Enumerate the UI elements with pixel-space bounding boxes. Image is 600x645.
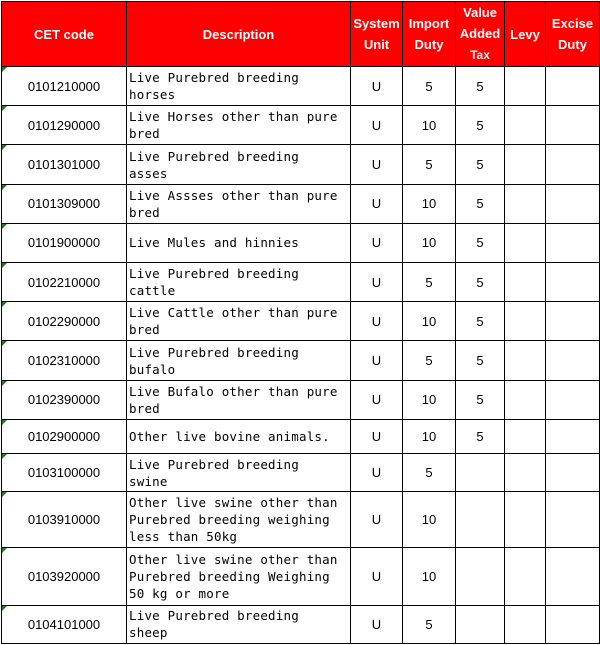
cell-levy [505, 380, 546, 419]
description-line: Live Horses other than pure [129, 109, 338, 125]
cell-cet-code: 0102390000 [2, 380, 127, 419]
cell-levy [505, 605, 546, 643]
cell-levy [505, 454, 546, 492]
cell-vat: 5 [456, 184, 505, 223]
cell-levy [505, 145, 546, 184]
description-line: Purebred breeding Weighing [129, 569, 330, 585]
cell-system-unit: U [351, 302, 403, 341]
description-line: Other live swine other than [129, 495, 338, 511]
cell-system-unit: U [351, 341, 403, 380]
cell-cet-code: 0103100000 [2, 454, 127, 492]
cell-excise-duty [546, 106, 600, 145]
cell-vat: 5 [456, 380, 505, 419]
cell-levy [505, 263, 546, 302]
table-row [2, 380, 600, 419]
cell-description [127, 548, 351, 605]
header-system-unit [351, 2, 403, 67]
header-excise-line1: Excise [551, 16, 594, 31]
cell-levy [505, 492, 546, 548]
cell-cet-code: 0102900000 [2, 419, 127, 453]
cell-excise-duty [546, 223, 600, 262]
description-line: Other live bovine animals. [129, 428, 330, 444]
description-line: Other live swine other than [129, 552, 338, 568]
cell-vat [456, 492, 505, 548]
cell-cet-code: 0101210000 [2, 67, 127, 106]
description-line: Purebred breeding weighing [129, 512, 330, 528]
cell-vat: 5 [456, 145, 505, 184]
cell-description [127, 605, 351, 643]
cell-description [127, 106, 351, 145]
header-description: Description [127, 2, 351, 67]
cell-description [127, 454, 351, 492]
description-line: Live Assses other than pure [129, 187, 338, 203]
table-row [2, 302, 600, 341]
header-row [2, 2, 600, 67]
cell-cet-code: 0104101000 [2, 605, 127, 643]
cell-description [127, 341, 351, 380]
cell-import-duty: 10 [403, 302, 456, 341]
cell-vat [456, 454, 505, 492]
cell-import-duty: 10 [403, 223, 456, 262]
cell-vat: 5 [456, 67, 505, 106]
description-line: bred [129, 204, 160, 220]
cell-excise-duty [546, 67, 600, 106]
cell-excise-duty [546, 605, 600, 643]
cell-system-unit: U [351, 548, 403, 605]
description-line: cattle [129, 283, 176, 299]
cell-vat [456, 548, 505, 605]
cell-system-unit: U [351, 223, 403, 262]
table-row [2, 492, 600, 548]
cell-description [127, 302, 351, 341]
description-line: bred [129, 400, 160, 416]
table-row [2, 548, 600, 605]
description-line: bred [129, 126, 160, 142]
cell-vat: 5 [456, 223, 505, 262]
cell-description [127, 380, 351, 419]
cell-import-duty: 10 [403, 184, 456, 223]
table-row [2, 106, 600, 145]
tariff-table [1, 1, 600, 644]
description-line: Live Purebred breeding [129, 148, 299, 164]
table-row [2, 145, 600, 184]
description-line: Live Purebred breeding [129, 344, 299, 360]
cell-excise-duty [546, 145, 600, 184]
cell-system-unit: U [351, 454, 403, 492]
cell-description [127, 492, 351, 548]
cell-excise-duty [546, 302, 600, 341]
cell-import-duty: 10 [403, 492, 456, 548]
cell-vat: 5 [456, 302, 505, 341]
table-row [2, 605, 600, 643]
header-import-duty [403, 2, 456, 67]
cell-import-duty: 10 [403, 380, 456, 419]
cell-system-unit: U [351, 184, 403, 223]
description-line: asses [129, 165, 168, 181]
header-vat-line2: Added [459, 26, 501, 41]
cell-import-duty: 10 [403, 106, 456, 145]
cell-cet-code: 0101301000 [2, 145, 127, 184]
cell-levy [505, 302, 546, 341]
cell-excise-duty [546, 341, 600, 380]
description-line: Live Mules and hinnies [129, 235, 299, 251]
cell-system-unit: U [351, 145, 403, 184]
cell-excise-duty [546, 263, 600, 302]
cell-description [127, 419, 351, 453]
cell-description [127, 67, 351, 106]
table-row [2, 263, 600, 302]
description-line: swine [129, 473, 168, 489]
table-row [2, 67, 600, 106]
cell-description [127, 263, 351, 302]
cell-system-unit: U [351, 419, 403, 453]
cell-levy [505, 223, 546, 262]
cell-cet-code: 0103910000 [2, 492, 127, 548]
header-excise-line2: Duty [558, 37, 587, 52]
cell-system-unit: U [351, 605, 403, 643]
header-vat [456, 2, 505, 67]
cell-system-unit: U [351, 380, 403, 419]
cell-excise-duty [546, 419, 600, 453]
cell-excise-duty [546, 184, 600, 223]
description-line: horses [129, 87, 176, 103]
cell-excise-duty [546, 454, 600, 492]
description-line: sheep [129, 625, 168, 641]
cell-levy [505, 341, 546, 380]
cell-import-duty: 10 [403, 419, 456, 453]
description-line: bufalo [129, 361, 176, 377]
table-row [2, 341, 600, 380]
cell-system-unit: U [351, 67, 403, 106]
description-line: Live Purebred breeding [129, 608, 299, 624]
cell-excise-duty [546, 492, 600, 548]
description-line: less than 50kg [129, 529, 238, 545]
header-cet-code: CET code [2, 2, 127, 67]
header-levy: Levy [505, 2, 546, 67]
cell-vat: 5 [456, 419, 505, 453]
cell-cet-code: 0101309000 [2, 184, 127, 223]
cell-import-duty: 5 [403, 605, 456, 643]
cell-import-duty: 5 [403, 263, 456, 302]
cell-levy [505, 106, 546, 145]
cell-system-unit: U [351, 263, 403, 302]
description-line: Live Cattle other than pure [129, 305, 338, 321]
cell-excise-duty [546, 548, 600, 605]
header-import-duty-line1: Import [408, 16, 450, 31]
cell-description [127, 223, 351, 262]
header-import-duty-line2: Duty [414, 37, 444, 52]
cell-description [127, 184, 351, 223]
description-line: Live Purebred breeding [129, 266, 299, 282]
header-vat-line3: Tax [470, 48, 490, 62]
description-line: Live Purebred breeding [129, 456, 299, 472]
table-row [2, 454, 600, 492]
cell-cet-code: 0101290000 [2, 106, 127, 145]
cell-levy [505, 548, 546, 605]
cell-import-duty: 5 [403, 67, 456, 106]
table-row [2, 419, 600, 453]
description-line: bred [129, 322, 160, 338]
cell-import-duty: 5 [403, 341, 456, 380]
description-line: Live Bufalo other than pure [129, 383, 338, 399]
cell-import-duty: 10 [403, 548, 456, 605]
header-system-unit-line2: Unit [363, 37, 390, 52]
header-excise-duty [546, 2, 600, 67]
cell-import-duty: 5 [403, 145, 456, 184]
cell-import-duty: 5 [403, 454, 456, 492]
table-row [2, 184, 600, 223]
cell-excise-duty [546, 380, 600, 419]
cell-levy [505, 67, 546, 106]
cell-vat: 5 [456, 341, 505, 380]
description-line: Live Purebred breeding [129, 70, 299, 86]
cell-description [127, 145, 351, 184]
cell-cet-code: 0102310000 [2, 341, 127, 380]
table-row [2, 223, 600, 262]
cell-levy [505, 184, 546, 223]
cell-vat [456, 605, 505, 643]
cell-vat: 5 [456, 106, 505, 145]
cell-vat: 5 [456, 263, 505, 302]
cell-system-unit: U [351, 492, 403, 548]
cell-cet-code: 0103920000 [2, 548, 127, 605]
cell-cet-code: 0102290000 [2, 302, 127, 341]
description-line: 50 kg or more [129, 586, 230, 602]
cell-system-unit: U [351, 106, 403, 145]
header-system-unit-line1: System [353, 16, 400, 31]
cell-levy [505, 419, 546, 453]
cell-cet-code: 0102210000 [2, 263, 127, 302]
cell-cet-code: 0101900000 [2, 223, 127, 262]
header-vat-line1: Value [463, 5, 497, 20]
